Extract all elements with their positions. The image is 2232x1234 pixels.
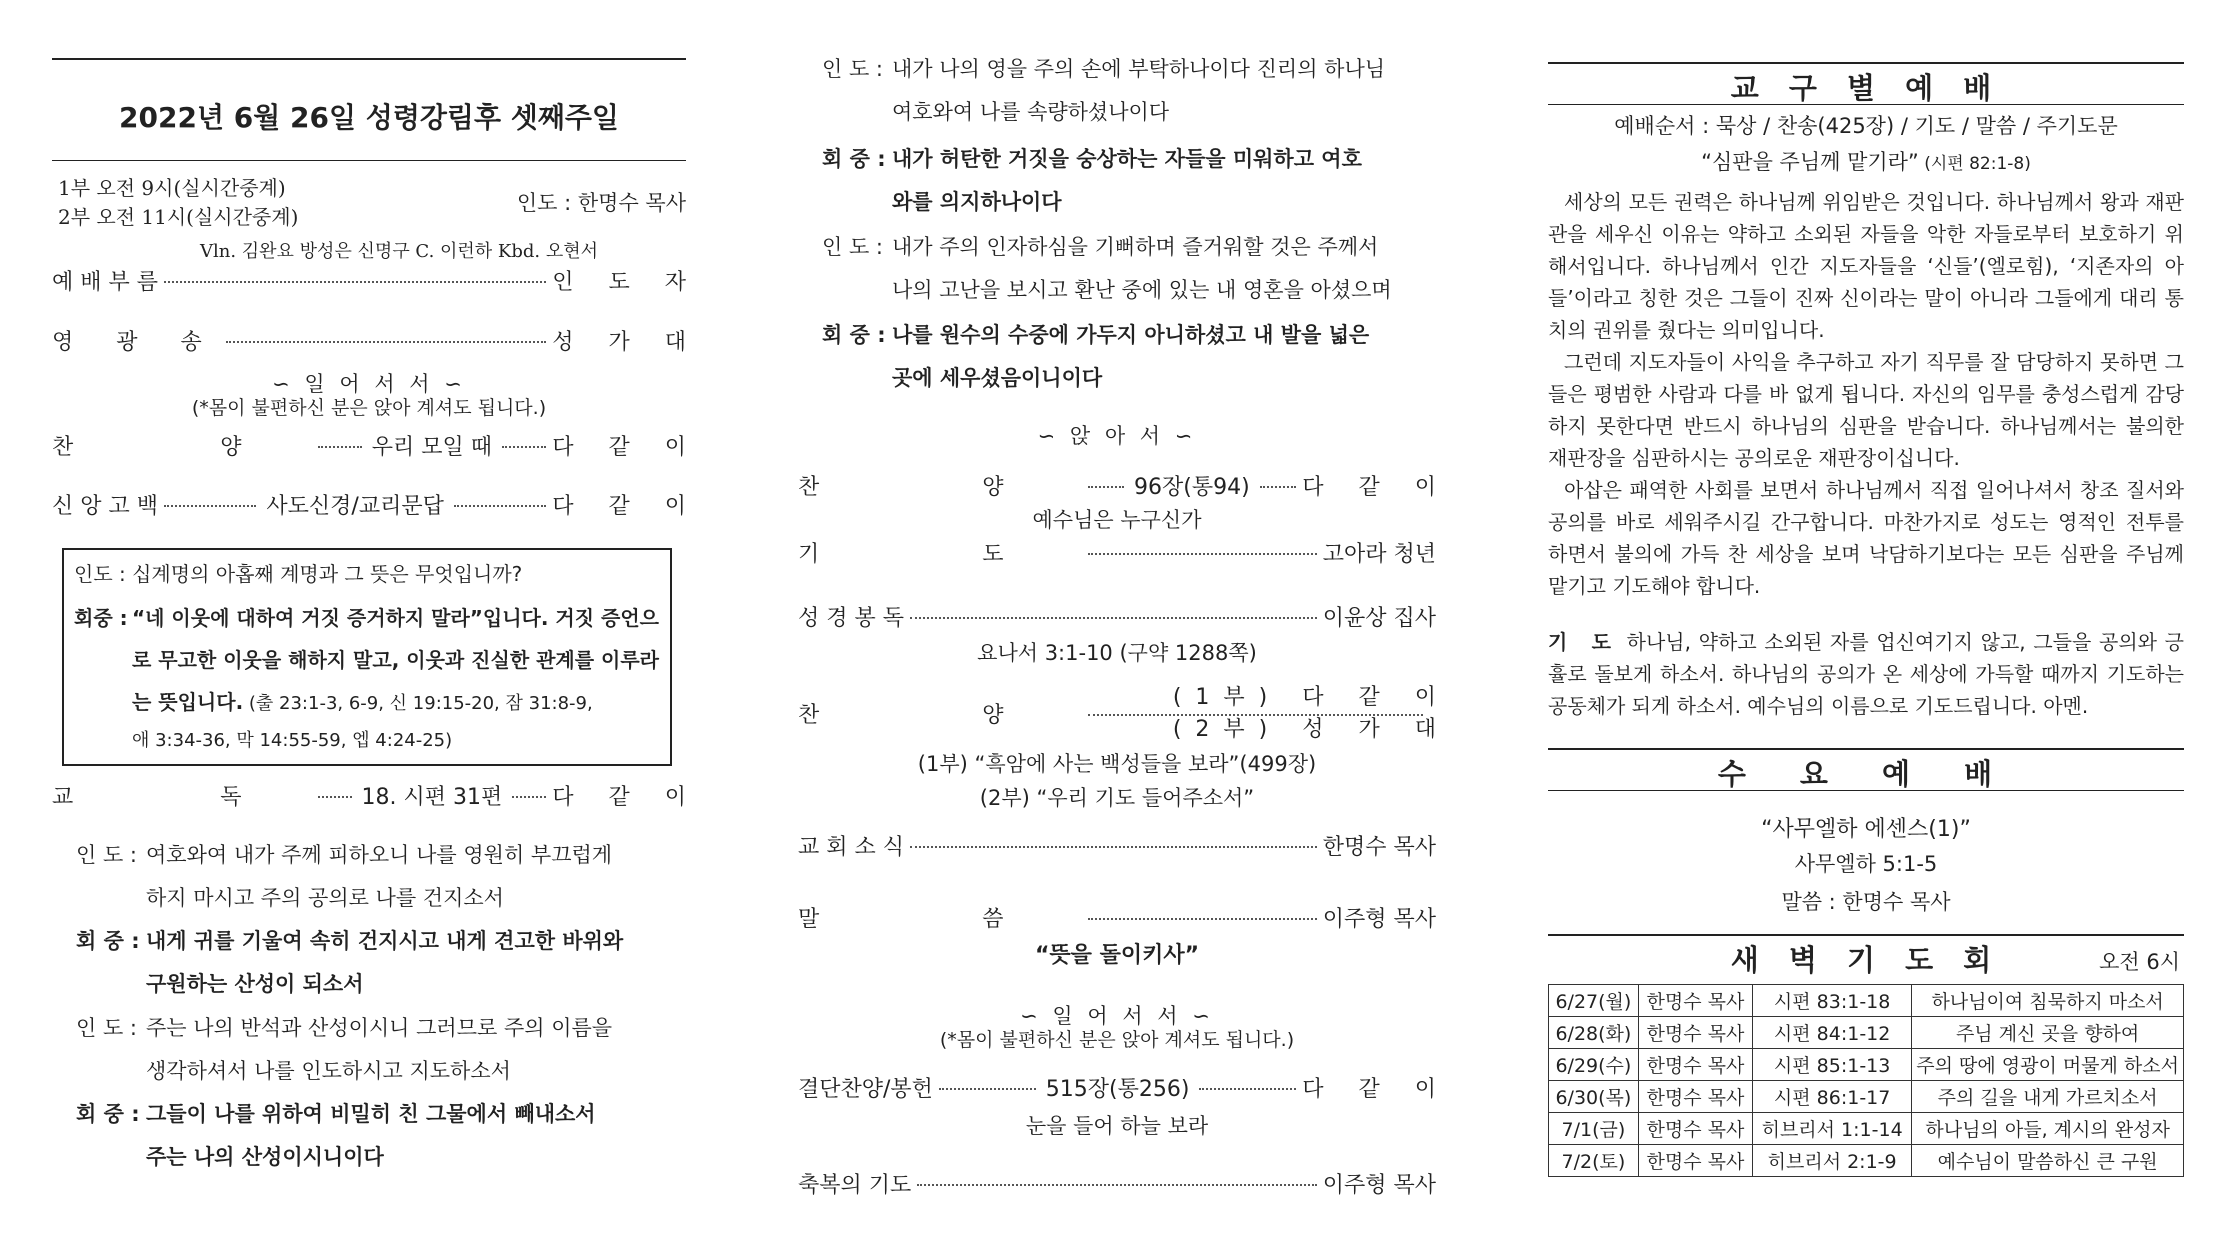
date-cell: 6/29(수) bbox=[1549, 1049, 1639, 1081]
catechism-question: 인도 : 십계명의 아홉째 계명과 그 뜻은 무엇입니까? bbox=[74, 562, 523, 586]
passage-cell: 히브리서 1:1-14 bbox=[1753, 1113, 1912, 1145]
passage-cell: 시편 85:1-13 bbox=[1753, 1049, 1912, 1081]
item-label: 찬 양 bbox=[798, 703, 1082, 728]
choir-part-2: (2부) 성 가 대 bbox=[1172, 717, 1450, 742]
table-row bbox=[1549, 1145, 2184, 1177]
sermon-title: “뜻을 돌이키사” bbox=[1034, 943, 1200, 968]
gloria-patri bbox=[52, 325, 700, 356]
group-prayer: 기 도 하나님, 약하고 소외된 자를 업신여기지 않고, 그들을 공의와 긍휼로 돌보게 하소서. 하나님의 공의가 온 세상에 가득할 때까지 기도하는 공동체가 되게 하소서. 예수님의 이름으로 기도드립니다. 아멘. bbox=[1548, 630, 2184, 718]
date-cell: 6/28(화) bbox=[1549, 1017, 1639, 1049]
reading-verse: 회 중 : 내게 귀를 기울여 속히 건지시고 내게 견고한 바위와 구원하는 산성이 되소서 bbox=[76, 929, 624, 996]
reading-verse: 회 중 : 내가 허탄한 거짓을 숭상하는 자들을 미워하고 여호 와를 의지하나이다 bbox=[822, 147, 1362, 214]
item-person: 고아라 청년 bbox=[1322, 542, 1436, 567]
table-row bbox=[1549, 1113, 2184, 1145]
title-rule bbox=[52, 160, 686, 161]
catechism-answer-line-2: 로 무고한 이웃을 해하지 말고, 이웃과 진실한 관계를 이루라 bbox=[132, 648, 659, 672]
sit-down-instruction: ∽ 앉 아 서 ∽ bbox=[1037, 424, 1197, 448]
top-rule bbox=[52, 58, 686, 60]
item-label: 말 씀 bbox=[798, 907, 1082, 932]
item-label: 성 경 봉 독 bbox=[798, 606, 904, 631]
responsive-reading-header bbox=[52, 780, 701, 811]
preacher-cell: 한명수 목사 bbox=[1638, 1145, 1752, 1177]
choir-song-2: (2부) “우리 기도 들어주소서” bbox=[979, 786, 1255, 810]
wednesday-top-rule bbox=[1548, 748, 2184, 750]
church-news bbox=[798, 830, 1436, 861]
dawn-prayer-schedule bbox=[1548, 984, 2184, 1177]
dawn-prayer-title: 새 벽 기 도 회 bbox=[1730, 943, 2002, 977]
date-cell: 7/1(금) bbox=[1549, 1113, 1639, 1145]
stand-up-note: (*몸이 불편하신 분은 앉아 계셔도 됩니다.) bbox=[939, 1029, 1295, 1051]
item-label: 기 도 bbox=[798, 542, 1082, 567]
passage-cell: 히브리서 2:1-9 bbox=[1753, 1145, 1912, 1177]
reading-verse: 인 도 : 주는 나의 반석과 산성이시니 그러므로 주의 이름을 생각하셔서 나를 인도하시고 지도하소서 bbox=[76, 1016, 613, 1083]
item-label: 영 광 송 bbox=[52, 330, 220, 355]
call-to-worship bbox=[52, 265, 700, 296]
devotion-paragraph-3: 아삽은 패역한 사회를 보면서 하나님께서 직접 일어나셔서 창조 질서와 공의를 바로 세워주시길 간구합니다. 마찬가지로 성도는 영적인 전투를 하면서 불의에 가득 찬 세상을 보며 낙담하기보다는 모든 심판을 주님께 맡기고 기도해야 합니다. bbox=[1548, 478, 2184, 598]
catechism-answer-role: 회중 : bbox=[74, 606, 128, 630]
item-label: 예 배 부 름 bbox=[52, 270, 158, 295]
catechism-answer-line-4: 애 3:34-36, 막 14:55-59, 엡 4:24-25) bbox=[132, 730, 453, 751]
dawn-prayer-time: 오전 6시 bbox=[2099, 950, 2180, 974]
preacher-cell: 한명수 목사 bbox=[1638, 1049, 1752, 1081]
page-title: 2022년 6월 26일 성령강림후 셋째주일 bbox=[119, 101, 619, 134]
item-label: 축복의 기도 bbox=[798, 1173, 912, 1198]
sermon-title-cell: 주의 땅에 영광이 머물게 하소서 bbox=[1912, 1049, 2184, 1081]
table-row bbox=[1549, 1081, 2184, 1113]
preacher-cell: 한명수 목사 bbox=[1638, 1017, 1752, 1049]
preacher-cell: 한명수 목사 bbox=[1638, 985, 1752, 1017]
group-worship-top-rule bbox=[1548, 62, 2184, 64]
dawn-prayer-top-rule bbox=[1548, 934, 2184, 936]
preacher-cell: 한명수 목사 bbox=[1638, 1081, 1752, 1113]
service-leader: 인도 : 한명수 목사 bbox=[516, 191, 686, 215]
table-row bbox=[1549, 985, 2184, 1017]
passage-cell: 시편 83:1-18 bbox=[1753, 985, 1912, 1017]
date-cell: 7/2(토) bbox=[1549, 1145, 1639, 1177]
reading-verse: 회 중 : 나를 원수의 수중에 가두지 아니하셨고 내 발을 넓은 곳에 세우셨음이니이다 bbox=[822, 323, 1370, 390]
item-title: 18. 시편 31편 bbox=[361, 785, 503, 810]
catechism-answer-line-1: “네 이웃에 대하여 거짓 증거하지 말라”입니다. 거짓 증언으 bbox=[132, 606, 659, 630]
benediction bbox=[798, 1168, 1436, 1199]
sermon-title-cell: 주님 계신 곳을 향하여 bbox=[1912, 1017, 2184, 1049]
table-row bbox=[1549, 1049, 2184, 1081]
wednesday-scripture: 사무엘하 5:1-5 bbox=[1794, 852, 1938, 876]
closing-hymn-title: 눈을 들어 하늘 보라 bbox=[1025, 1114, 1209, 1138]
item-person: 다 같 이 bbox=[552, 785, 701, 810]
sermon-title-cell: 하나님이여 침묵하지 마소서 bbox=[1912, 985, 2184, 1017]
item-title: 우리 모일 때 bbox=[371, 435, 492, 460]
preacher-cell: 한명수 목사 bbox=[1638, 1113, 1752, 1145]
group-worship-theme: “심판을 주님께 맡기라” (시편 82:1-8) bbox=[1701, 150, 2031, 174]
group-worship-order: 예배순서 : 묵상 / 찬송(425장) / 기도 / 말씀 / 주기도문 bbox=[1614, 114, 2118, 138]
wednesday-speaker: 말씀 : 한명수 목사 bbox=[1781, 890, 1951, 914]
passage-cell: 시편 86:1-17 bbox=[1753, 1081, 1912, 1113]
item-title: 515장(통256) bbox=[1045, 1077, 1190, 1102]
item-person: 다 같 이 bbox=[1302, 1077, 1450, 1102]
wednesday-theme: “사무엘하 에센스(1)” bbox=[1761, 817, 1971, 842]
item-label: 찬 양 bbox=[52, 435, 312, 460]
scripture-reading bbox=[798, 601, 1436, 632]
item-label: 교 독 bbox=[52, 785, 312, 810]
creed bbox=[52, 489, 700, 520]
order-of-worship-column-1 bbox=[52, 0, 701, 1234]
service-time-1: 1부 오전 9시(실시간중계) bbox=[58, 176, 286, 200]
item-label: 교 회 소 식 bbox=[798, 835, 904, 860]
item-person: 다 같 이 bbox=[552, 435, 700, 460]
hymn-title: 예수님은 누구신가 bbox=[1032, 508, 1202, 532]
item-person: 이주형 목사 bbox=[1322, 907, 1436, 932]
reading-verse: 인 도 : 내가 주의 인자하심을 기뻐하며 즐거워할 것은 주께서 나의 고난을 보시고 환난 중에 있는 내 영혼을 아셨으며 bbox=[822, 235, 1392, 302]
item-title: 96장(통94) bbox=[1134, 475, 1250, 500]
reading-verse: 인 도 : 여호와여 내가 주께 피하오니 나를 영원히 부끄럽게 하지 마시고 주의 공의로 나를 건지소서 bbox=[76, 843, 613, 910]
reading-verse: 회 중 : 그들이 나를 위하여 비밀히 친 그물에서 빼내소서 주는 나의 산성이시니이다 bbox=[76, 1102, 596, 1169]
item-person: 이주형 목사 bbox=[1322, 1173, 1436, 1198]
item-label: 찬 양 bbox=[798, 475, 1082, 500]
passage-cell: 시편 84:1-12 bbox=[1753, 1017, 1912, 1049]
sermon-title-cell: 주의 길을 내게 가르치소서 bbox=[1912, 1081, 2184, 1113]
closing-hymn-offering bbox=[798, 1072, 1450, 1103]
stand-up-note: (*몸이 불편하신 분은 앉아 계셔도 됩니다.) bbox=[191, 397, 547, 419]
item-title: 사도신경/교리문답 bbox=[266, 494, 444, 519]
item-label: 결단찬양/봉헌 bbox=[798, 1077, 933, 1102]
praise-song bbox=[52, 430, 700, 461]
group-worship-bottom-rule bbox=[1548, 104, 2184, 105]
wednesday-bottom-rule bbox=[1548, 790, 2184, 791]
item-label: 신 앙 고 백 bbox=[52, 494, 158, 519]
item-person: 다 같 이 bbox=[1302, 475, 1451, 500]
wednesday-worship-title: 수 요 예 배 bbox=[1717, 757, 2015, 791]
item-person: 성 가 대 bbox=[552, 330, 700, 355]
date-cell: 6/30(목) bbox=[1549, 1081, 1639, 1113]
stand-up-instruction: ∽ 일 어 서 서 ∽ bbox=[1020, 1004, 1214, 1028]
sermon bbox=[798, 902, 1436, 933]
reading-verse: 인 도 : 내가 나의 영을 주의 손에 부탁하나이다 진리의 하나님 여호와여 나를 속량하셨나이다 bbox=[822, 57, 1386, 124]
prayer bbox=[798, 537, 1436, 568]
scripture-reference: 요나서 3:1-10 (구약 1288쪽) bbox=[977, 641, 1257, 665]
devotion-paragraph-2: 그런데 지도자들이 사익을 추구하고 자기 직무를 잘 담당하지 못하면 그들은 평범한 사람과 다를 바 없게 됩니다. 자신의 임무를 충성스럽게 감당하지 못한다면 반드시 하나님의 심판을 받습니다. 하나님께서는 불의한 재판장을 심판하시는 공의로운 재판장이십니다. bbox=[1548, 350, 2184, 470]
catechism-answer-line-3: 는 뜻입니다. (출 23:1-3, 6-9, 신 19:15-20, 잠 31:8-9, bbox=[132, 690, 593, 714]
order-of-worship-column-2 bbox=[798, 0, 1451, 1234]
devotion-paragraph-1: 세상의 모든 권력은 하나님께 위임받은 것입니다. 하나님께서 왕과 재판관을 세우신 이유는 약하고 소외된 자들을 악한 자들로부터 보호하기 위해서입니다. 하나님께서 인간 지도자들을 ‘신들’(엘로힘), ‘지존자의 아들’이라고 칭한 것은 그들이 진짜 신이라는 말이 아니라 그들에게 대리 통치의 권위를 줬다는 의미입니다. bbox=[1548, 190, 2184, 342]
group-worship-title: 교 구 별 예 배 bbox=[1730, 71, 2002, 105]
musicians: Vln. 김완요 방성은 신명구 C. 이런하 Kbd. 오현서 bbox=[199, 241, 598, 262]
table-row bbox=[1549, 1017, 2184, 1049]
date-cell: 6/27(월) bbox=[1549, 985, 1639, 1017]
hymn bbox=[798, 470, 1451, 501]
choir-part-1: (1부) 다 같 이 bbox=[1172, 685, 1450, 710]
item-person: 한명수 목사 bbox=[1322, 835, 1436, 860]
sermon-title-cell: 예수님이 말씀하신 큰 구원 bbox=[1912, 1145, 2184, 1177]
service-time-2: 2부 오전 11시(실시간중계) bbox=[58, 205, 299, 229]
item-person: 이윤상 집사 bbox=[1322, 606, 1436, 631]
sermon-title-cell: 하나님의 아들, 계시의 완성자 bbox=[1912, 1113, 2184, 1145]
item-person: 인 도 자 bbox=[552, 270, 700, 295]
catechism-box bbox=[62, 548, 672, 766]
stand-up-instruction: ∽ 일 어 서 서 ∽ bbox=[272, 372, 466, 396]
item-person: 다 같 이 bbox=[552, 494, 700, 519]
choir-song-1: (1부) “흑암에 사는 백성들을 보라”(499장) bbox=[917, 752, 1317, 776]
announcements-column bbox=[1548, 0, 2184, 1234]
